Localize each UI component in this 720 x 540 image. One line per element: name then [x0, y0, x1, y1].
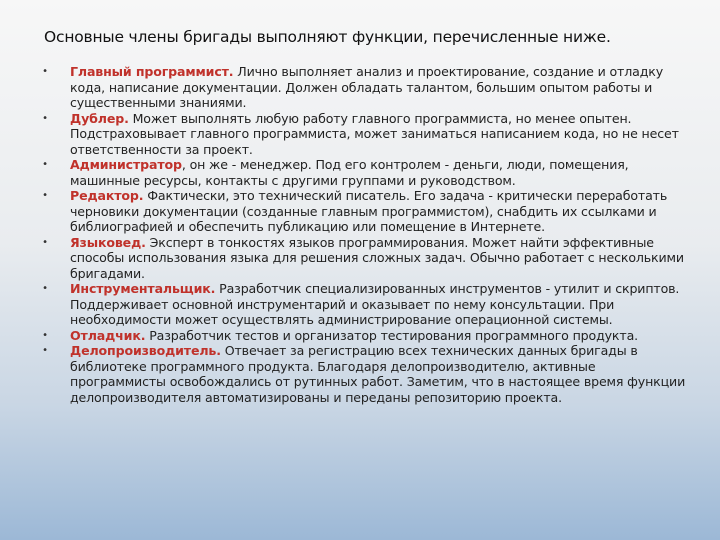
role-description: Может выполнять любую работу главного программиста, но менее опытен. Подстраховывает главного программиста, может заниматься написанием кода, но не несет ответственности за проект. [70, 110, 679, 157]
role-term: Дублер. [70, 110, 129, 126]
role-term: Языковед. [70, 234, 146, 250]
bullet: • [42, 159, 48, 170]
role-term: Главный программист. [70, 64, 234, 79]
role-term: Администратор [70, 157, 182, 172]
role-backup [38, 111, 693, 158]
role-description: Эксперт в тонкостях языков программирования. Может найти эффективные способы использования языка для решения сложных задач. Обычно работает с несколькими бригадами. [70, 234, 684, 281]
role-description: Разработчик специализированных инструментов - утилит и скриптов. Поддерживает основной инструментарий и оказывает по нему консультации. При необходимости может осуществлять администрирование операционной системы. [70, 281, 680, 327]
role-toolsmith [38, 281, 693, 328]
role-term: Отладчик. [70, 327, 146, 343]
role-term: Делопроизводитель. [70, 343, 221, 358]
slide-title: Основные члены бригады выполняют функции, перечисленные ниже. [44, 28, 611, 46]
role-term: Редактор. [70, 188, 144, 203]
bullet: • [42, 66, 48, 77]
role-description: Фактически, это технический писатель. Его задача - критически переработать черновики документации (созданные главным программистом), снабдить их ссылками и библиографией и обеспечить публикацию или помещение в Интернете. [70, 188, 668, 234]
bullet: • [42, 190, 48, 201]
bullet: • [42, 283, 48, 294]
role-administrator [38, 157, 693, 188]
role-editor [38, 188, 693, 235]
role-description: Лично выполняет анализ и проектирование, создание и отладку кода, написание документации. Должен обладать талантом, большим опытом работы и существенными знаниями. [70, 64, 664, 110]
role-program-clerk [38, 343, 693, 405]
bullet: • [42, 112, 48, 124]
role-term: Инструментальщик. [70, 281, 216, 296]
bullet: • [42, 236, 48, 248]
role-chief-programmer [38, 64, 693, 111]
role-language-lawyer [38, 235, 693, 282]
roles-list [38, 64, 693, 405]
bullet: • [42, 329, 48, 341]
role-description: Отвечает за регистрацию всех технических данных бригады в библиотеке программного продукта. Благодаря делопроизводителю, активные программисты освобождались от рутинных работ. Заметим, что в настоящее время функции делопроизводителя автоматизированы и переданы репозиторию проекта. [70, 343, 686, 405]
bullet: • [42, 345, 48, 356]
role-description: Разработчик тестов и организатор тестирования программного продукта. [145, 327, 638, 343]
role-description: , он же - менеджер. Под его контролем - деньги, люди, помещения, машинные ресурсы, контакты с другими группами и руководством. [70, 157, 629, 188]
role-tester [38, 328, 693, 344]
